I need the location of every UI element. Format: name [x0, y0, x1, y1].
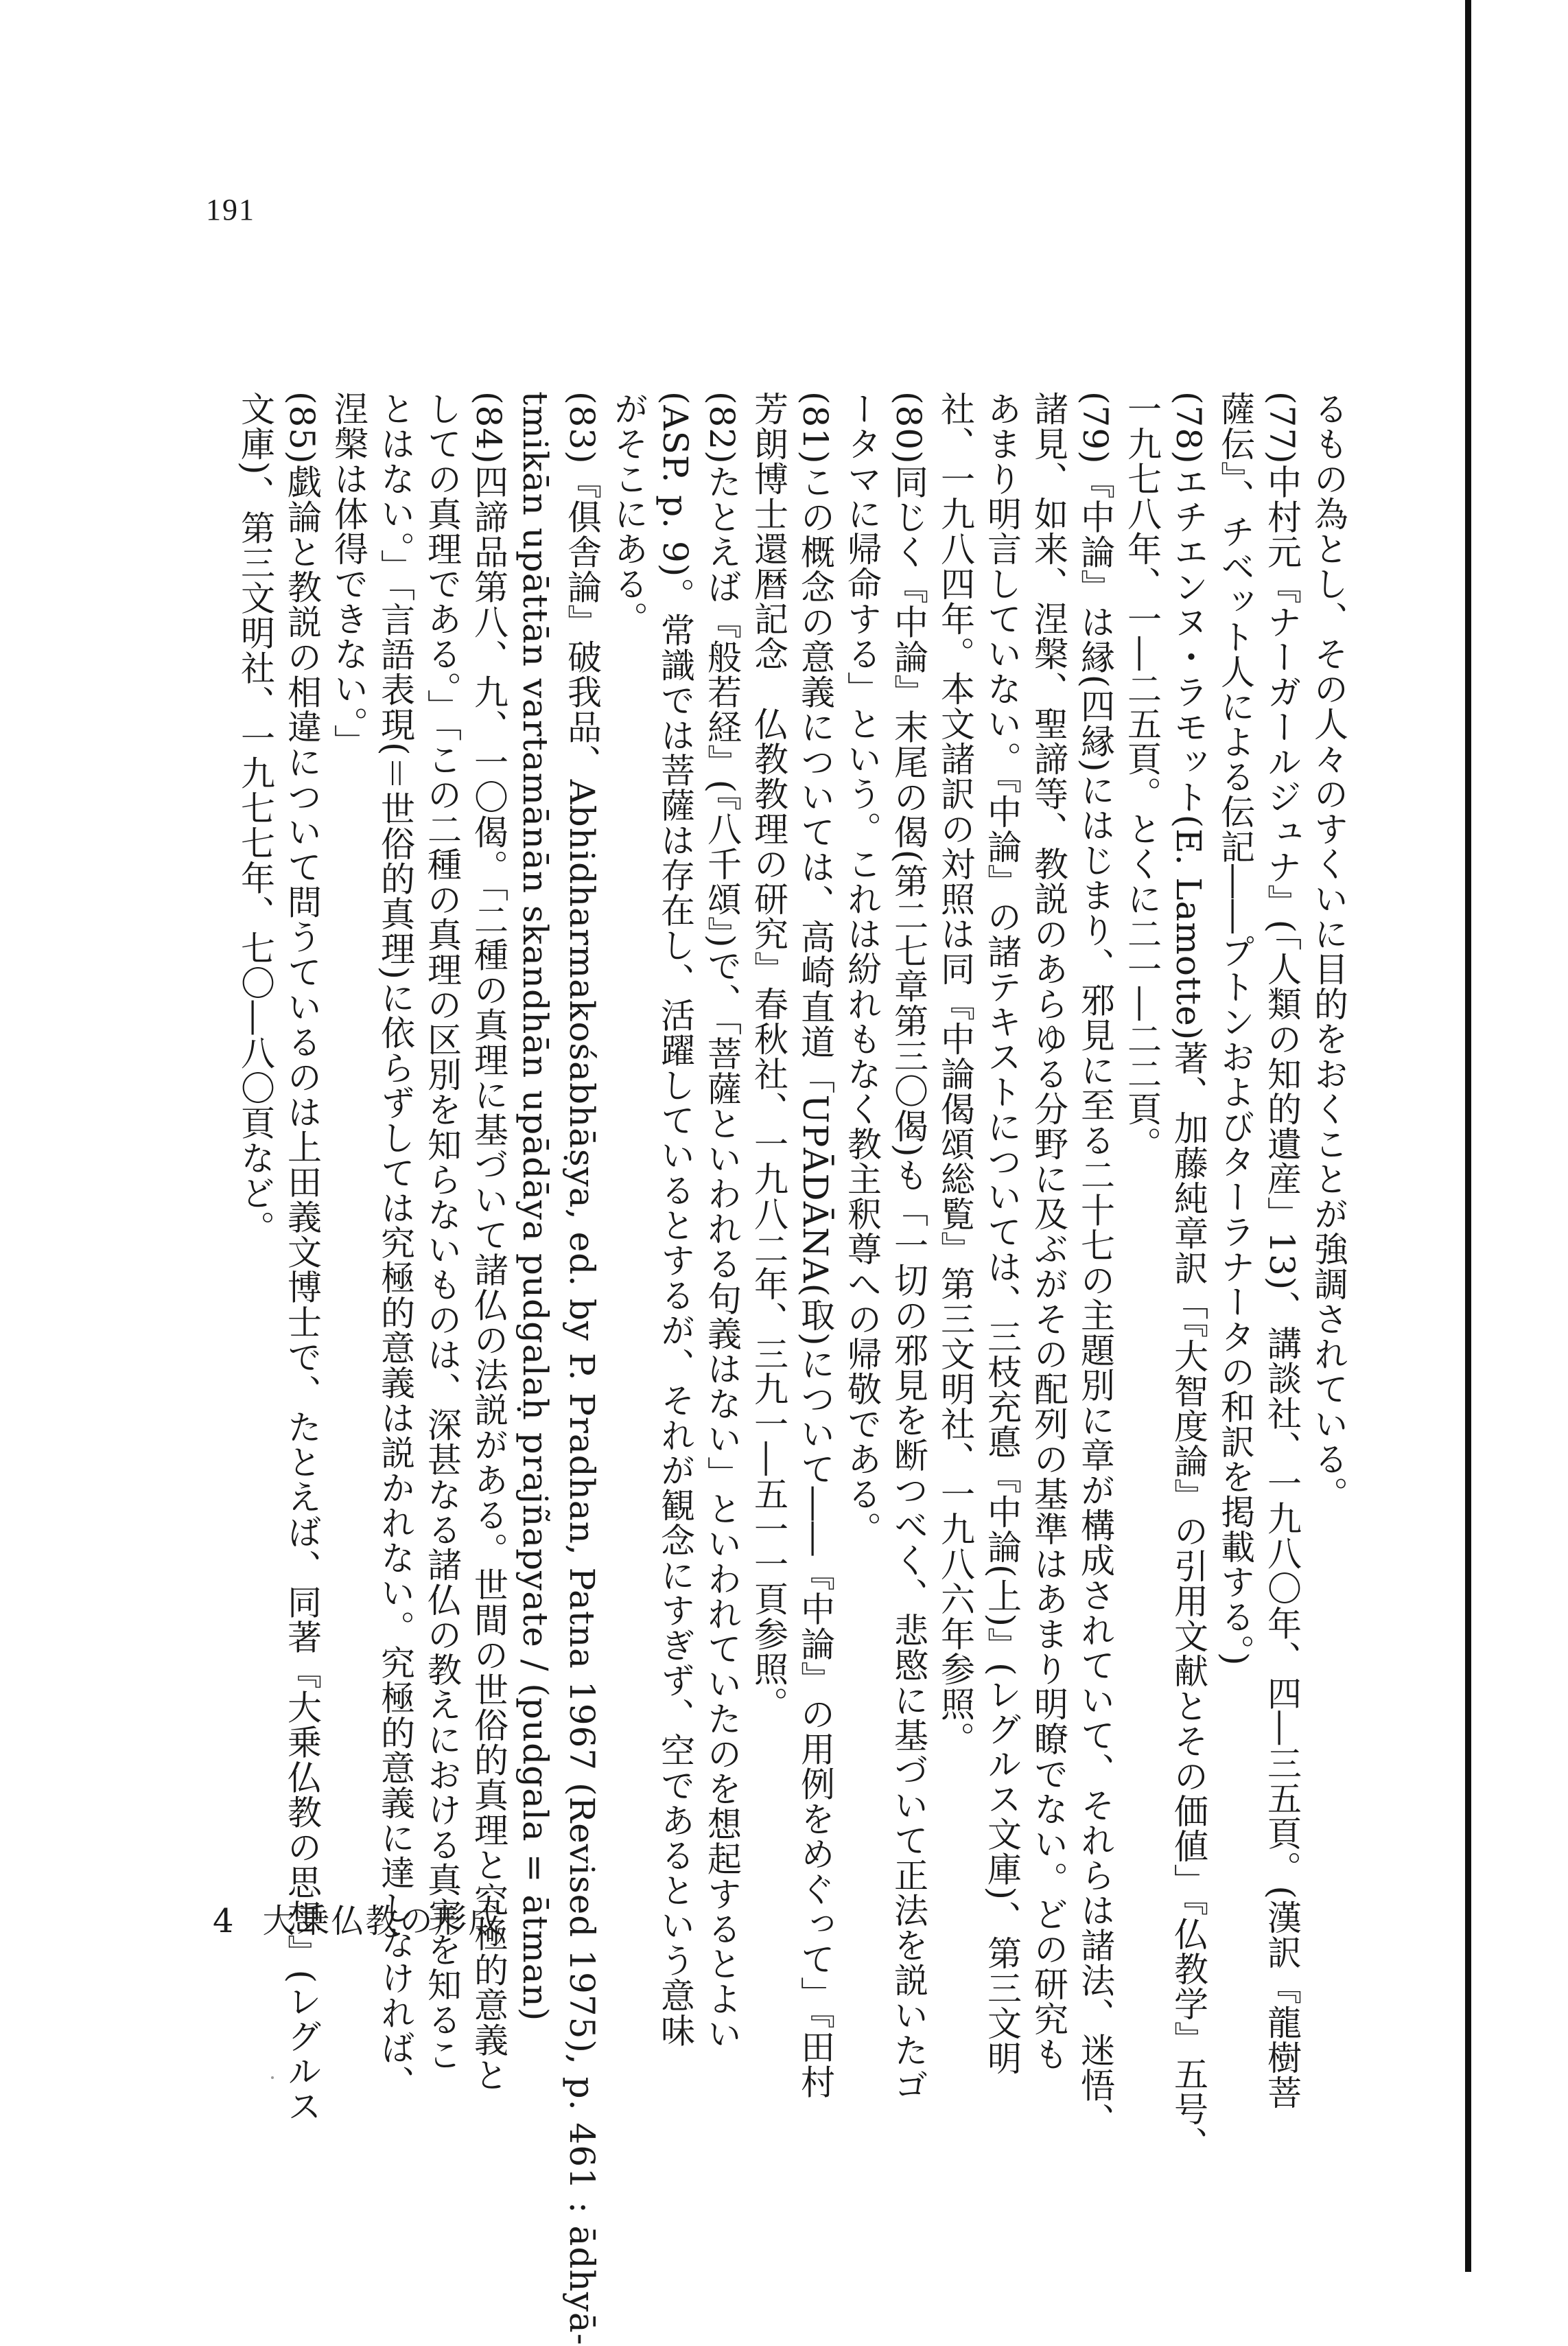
note-line	[1259, 391, 1305, 2110]
note-line	[885, 391, 932, 2103]
chapter-number: 4	[213, 1902, 235, 1940]
note-line	[1212, 391, 1259, 1853]
note-text: 一九七八年、一―二五頁。とくに二一―二二頁。	[1122, 391, 1162, 1161]
note-text: 『俱舎論』破我品、Abhidharmakośabhāṣya, ed. by P. Pradhan, Patna 1967 (Revised 1975), p. 461 : ādhyā-	[562, 464, 602, 2346]
note-text: tmikān upāttān vartamānān skandhān upādāya pudgalaḥ prajñapyate / (pudgala = ātman)	[515, 391, 555, 2022]
note-text: 同じく『中論』末尾の偈(第二七章第三〇偈)も「一切の邪見を断つべく、悲愍に基づいて正法を説いたゴ	[889, 464, 928, 2103]
note-text: 文庫)、第三文明社、一九七七年、七〇―八〇頁など。	[235, 391, 275, 1246]
note-line	[652, 391, 699, 2048]
note-text: エチエンヌ・ラモット(E. Lamotte)著、加藤純章訳「『大智度論』の引用文献とその価値」『仏教学』五号、	[1169, 464, 1208, 2162]
scan-speck	[271, 2076, 274, 2079]
note-line	[325, 391, 372, 1853]
note-number: (80)	[889, 391, 928, 465]
note-line	[839, 391, 885, 1853]
note-number: (79)	[1075, 391, 1115, 465]
note-text: あまり明言していない。『中論』の諸テキストについては、三枝充悳『中論(上)』(レグルス文庫)、第三文明	[982, 391, 1022, 2076]
note-text: 中村元『ナーガールジュナ』(「人類の知的遺産」13)、講談社、一九八〇年、四―三五頁。(漢訳『龍樹菩	[1262, 464, 1302, 2110]
note-text: 薩伝』、チベット人による伝記――プトンおよびターラナータの和訳を掲載する。)	[1215, 391, 1255, 1666]
note-number: (83)	[562, 391, 602, 465]
chapter-title: 大乗仏教の形成	[262, 1902, 503, 1940]
note-line	[419, 391, 465, 2072]
note-text: るもの為とし、その人々のすくいに目的をおくことが強調されている。	[1309, 391, 1348, 1511]
note-line	[1305, 391, 1352, 1853]
binding-line	[1465, 0, 1471, 2272]
note-text: 諸見、如来、涅槃、聖諦等、教説のあらゆる分野に及ぶがその配列の基準はあまり明瞭でない。どの研究も	[1029, 391, 1068, 2071]
note-number: (82)	[702, 391, 742, 465]
note-text: しての真理である。」「この二種の真理の区別を知らないものは、深甚なる諸仏の教えにおける真実を知るこ	[422, 391, 462, 2072]
note-text: 涅槃は体得できない。」	[329, 391, 368, 759]
note-line	[745, 391, 792, 1853]
note-text: 芳朗博士還暦記念 仏教教理の研究』春秋社、一九八二年、三九一―五一一頁参照。	[749, 391, 788, 1721]
running-header	[213, 1894, 503, 1942]
note-line	[932, 391, 979, 1853]
note-line	[1025, 391, 1072, 2071]
note-line	[699, 391, 745, 2052]
note-line	[792, 391, 839, 2100]
note-text: 『中論』は縁(四縁)にはじまり、邪見に至る二十七の主題別に章が構成されていて、それらは諸法、迷悟、	[1075, 464, 1115, 2138]
note-text: 社、一九八四年。本文諸訳の対照は同『中論偈頌総覧』第三文明社、一九八六年参照。	[935, 391, 975, 1756]
note-line	[512, 391, 559, 2022]
note-line	[605, 391, 652, 1853]
note-text: この概念の意義については、高崎直道「UPĀDĀNA(取)について――『中論』の用例をめぐって」『田村	[795, 464, 835, 2100]
note-text: 四諦品第八、九、一〇偈。「二種の真理に基づいて諸仏の法説がある。世間の世俗的真理と究極的意義と	[469, 464, 508, 2093]
note-text: たとえば『般若経』(『八千頌』)で、「菩薩といわれる句義はない」といわれていたのを想起するとよい	[702, 464, 742, 2052]
note-number: (84)	[469, 391, 508, 465]
note-line	[279, 391, 325, 2124]
note-text: ータマに帰命する」という。これは紛れもなく教主釈尊への帰敬である。	[842, 391, 882, 1546]
note-line	[979, 391, 1025, 2076]
note-number: (77)	[1262, 391, 1302, 465]
note-text: がそこにある。	[609, 391, 648, 636]
note-line	[1165, 391, 1212, 2162]
note-number: (78)	[1169, 391, 1208, 465]
note-line	[465, 391, 512, 2093]
note-line	[1072, 391, 1119, 2138]
note-text: とはない。」「言語表現(＝世俗的真理)に依らずしては究極的意義は説かれない。究極的意義に達しなければ、	[375, 391, 415, 2101]
note-number: (81)	[795, 391, 835, 465]
page-number: 191	[206, 193, 255, 227]
note-text: 戯論と教説の相違について問うているのは上田義文博士で、たとえば、同著『大乗仏教の思想』(レグルス	[282, 464, 322, 2124]
note-text: (ASP. p. 9)。常識では菩薩は存在し、活躍しているとするが、それが観念にすぎず、空であるという意味	[655, 391, 695, 2048]
note-number: (85)	[282, 391, 322, 465]
note-line	[372, 391, 419, 2101]
note-line	[232, 391, 279, 1853]
note-line	[1119, 391, 1165, 1853]
note-line	[559, 391, 605, 2346]
